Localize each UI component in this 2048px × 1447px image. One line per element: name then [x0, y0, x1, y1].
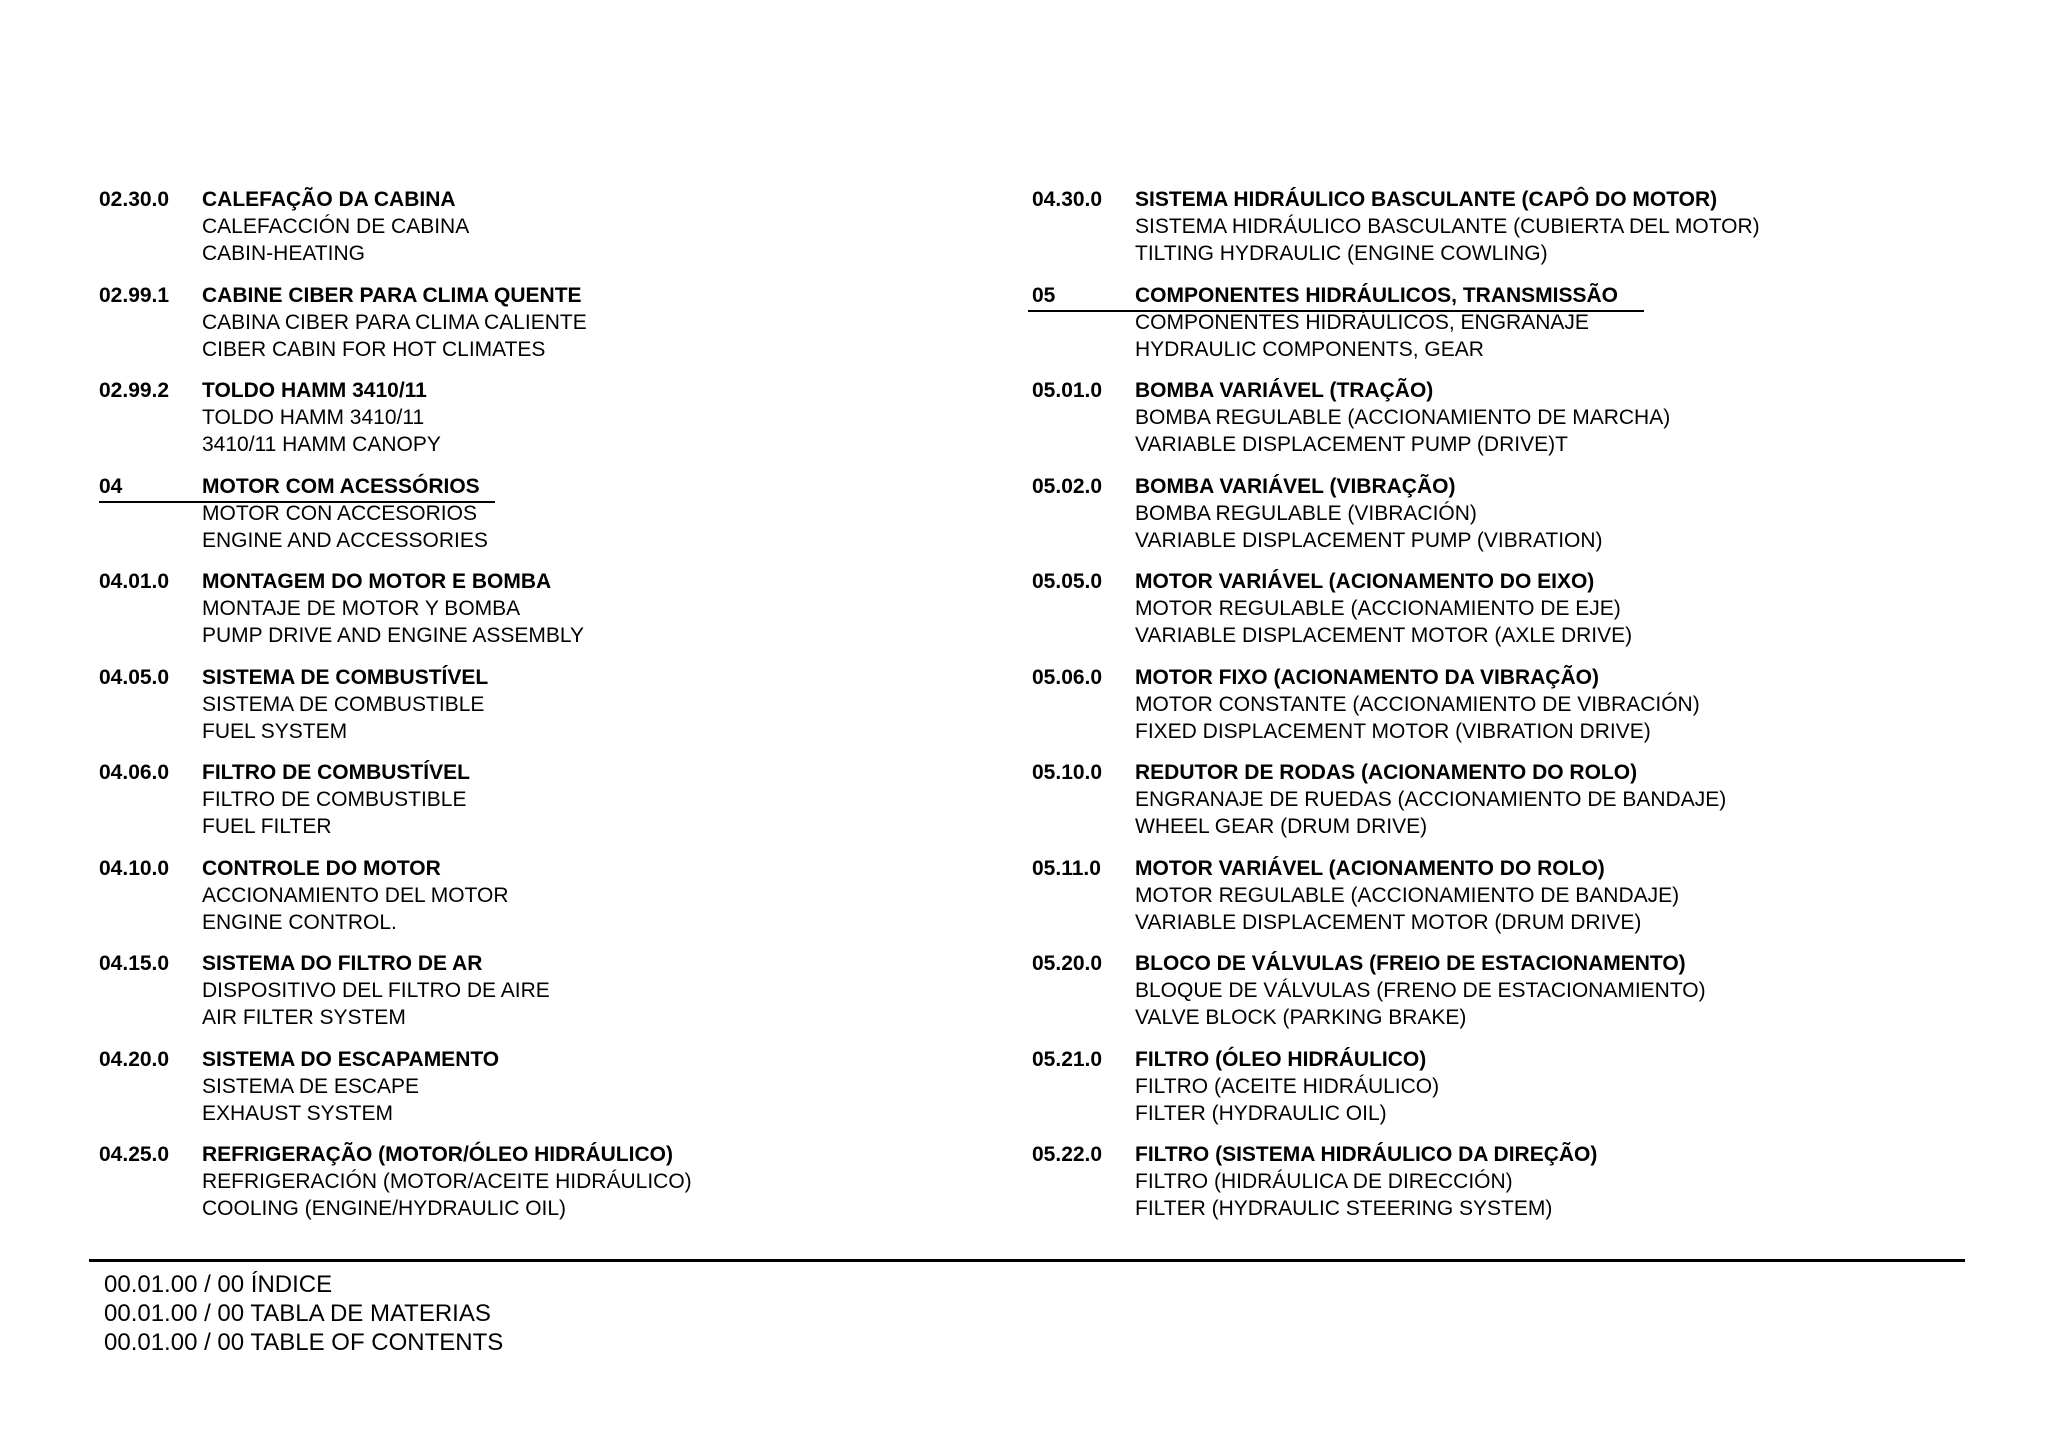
- toc-code: 04.30.0: [1032, 188, 1103, 211]
- toc-entry: [99, 855, 999, 951]
- toc-entry: [99, 1141, 999, 1237]
- toc-code: 05.05.0: [1032, 570, 1103, 593]
- page-footer: [104, 1270, 503, 1357]
- toc-titles: [1135, 568, 1632, 649]
- toc-section-entry: [99, 473, 999, 569]
- toc-titles: [1135, 186, 1760, 267]
- title-english: ENGINE AND ACCESSORIES: [202, 528, 488, 552]
- toc-code: 02.99.2: [99, 379, 170, 402]
- title-portuguese: REFRIGERAÇÃO (MOTOR/ÓLEO HIDRÁULICO): [202, 1143, 673, 1166]
- title-english: TILTING HYDRAULIC (ENGINE COWLING): [1135, 242, 1548, 265]
- toc-titles: [1135, 377, 1670, 458]
- toc-code: 02.30.0: [99, 188, 170, 211]
- toc-code: 04.15.0: [99, 952, 170, 975]
- toc-code: 04.01.0: [99, 570, 170, 593]
- title-spanish: MONTAJE DE MOTOR Y BOMBA: [202, 597, 521, 620]
- title-english: FUEL FILTER: [202, 815, 332, 838]
- title-spanish: DISPOSITIVO DEL FILTRO DE AIRE: [202, 979, 550, 1002]
- toc-entry: [1032, 855, 1992, 951]
- title-portuguese: CONTROLE DO MOTOR: [202, 856, 441, 880]
- title-spanish: MOTOR REGULABLE (ACCIONAMIENTO DE BANDAJE): [1135, 883, 1680, 907]
- toc-code: 05.10.0: [1032, 761, 1103, 784]
- footer-divider: [89, 1259, 1965, 1262]
- title-portuguese: MOTOR COM ACESSÓRIOS: [202, 474, 480, 498]
- toc-titles: [1135, 473, 1603, 554]
- title-portuguese: SISTEMA DE COMBUSTÍVEL: [202, 665, 489, 689]
- toc-titles: [202, 950, 550, 1031]
- title-portuguese: BOMBA VARIÁVEL (TRAÇÃO): [1135, 379, 1434, 402]
- toc-code: 05.20.0: [1032, 952, 1103, 975]
- title-spanish: BLOQUE DE VÁLVULAS (FRENO DE ESTACIONAMIENTO): [1135, 979, 1706, 1002]
- toc-code: 04.06.0: [99, 761, 170, 784]
- title-portuguese: CALEFAÇÃO DA CABINA: [202, 188, 456, 211]
- title-spanish: MOTOR REGULABLE (ACCIONAMIENTO DE EJE): [1135, 597, 1621, 620]
- toc-code: 05.02.0: [1032, 474, 1103, 498]
- toc-titles: [1135, 282, 1618, 363]
- title-spanish: ENGRANAJE DE RUEDAS (ACCIONAMIENTO DE BANDAJE): [1135, 788, 1727, 811]
- toc-entry: [1032, 473, 1992, 569]
- title-spanish: TOLDO HAMM 3410/11: [202, 406, 425, 429]
- toc-entry: [99, 759, 999, 855]
- title-portuguese: SISTEMA DO FILTRO DE AR: [202, 952, 483, 975]
- title-english: EXHAUST SYSTEM: [202, 1101, 393, 1125]
- toc-entry: [99, 568, 999, 664]
- title-english: FILTER (HYDRAULIC OIL): [1135, 1101, 1387, 1125]
- toc-code: 02.99.1: [99, 283, 170, 307]
- toc-entry: [99, 1046, 999, 1142]
- toc-titles: [202, 473, 488, 554]
- toc-code: 05.01.0: [1032, 379, 1103, 402]
- title-english: COOLING (ENGINE/HYDRAULIC OIL): [202, 1197, 567, 1220]
- toc-entry: [1032, 1046, 1992, 1142]
- toc-titles: [202, 186, 469, 267]
- toc-entry: [99, 950, 999, 1046]
- toc-entry: [99, 282, 999, 378]
- title-spanish: FILTRO DE COMBUSTIBLE: [202, 788, 467, 811]
- toc-code: 05: [1032, 283, 1056, 307]
- right-column: [1032, 186, 1992, 1237]
- toc-entry: [1032, 186, 1992, 282]
- title-portuguese: FILTRO (SISTEMA HIDRÁULICO DA DIREÇÃO): [1135, 1143, 1598, 1166]
- title-spanish: MOTOR CON ACCESORIOS: [202, 501, 477, 525]
- title-spanish: COMPONENTES HIDRÁULICOS, ENGRANAJE: [1135, 310, 1589, 334]
- title-spanish: BOMBA REGULABLE (VIBRACIÓN): [1135, 501, 1477, 525]
- toc-titles: [1135, 1141, 1597, 1222]
- toc-titles: [1135, 950, 1706, 1031]
- title-english: HYDRAULIC COMPONENTS, GEAR: [1135, 337, 1484, 361]
- title-portuguese: MOTOR VARIÁVEL (ACIONAMENTO DO EIXO): [1135, 570, 1595, 593]
- title-english: CABIN-HEATING: [202, 242, 365, 265]
- toc-titles: [202, 1141, 692, 1222]
- title-english: 3410/11 HAMM CANOPY: [202, 433, 441, 456]
- title-english: FUEL SYSTEM: [202, 719, 348, 743]
- title-portuguese: BLOCO DE VÁLVULAS (FREIO DE ESTACIONAMENTO): [1135, 952, 1686, 975]
- left-column: [99, 186, 999, 1237]
- title-portuguese: TOLDO HAMM 3410/11: [202, 379, 427, 402]
- title-spanish: SISTEMA HIDRÁULICO BASCULANTE (CUBIERTA DEL MOTOR): [1135, 215, 1760, 238]
- title-portuguese: SISTEMA DO ESCAPAMENTO: [202, 1047, 500, 1071]
- footer-title-en: 00.01.00 / 00 TABLE OF CONTENTS: [104, 1329, 504, 1356]
- title-english: VALVE BLOCK (PARKING BRAKE): [1135, 1006, 1467, 1029]
- toc-titles: [202, 759, 470, 840]
- title-english: VARIABLE DISPLACEMENT PUMP (VIBRATION): [1135, 528, 1603, 552]
- title-english: WHEEL GEAR (DRUM DRIVE): [1135, 815, 1428, 838]
- toc-titles: [202, 282, 587, 363]
- title-english: FIXED DISPLACEMENT MOTOR (VIBRATION DRIVE): [1135, 719, 1651, 743]
- title-spanish: SISTEMA DE COMBUSTIBLE: [202, 692, 485, 716]
- toc-titles: [202, 377, 441, 458]
- title-portuguese: MOTOR VARIÁVEL (ACIONAMENTO DO ROLO): [1135, 856, 1605, 880]
- title-portuguese: REDUTOR DE RODAS (ACIONAMENTO DO ROLO): [1135, 761, 1638, 784]
- title-spanish: REFRIGERACIÓN (MOTOR/ACEITE HIDRÁULICO): [202, 1170, 692, 1193]
- toc-code: 05.11.0: [1032, 856, 1101, 880]
- toc-entry: [99, 377, 999, 473]
- title-portuguese: SISTEMA HIDRÁULICO BASCULANTE (CAPÔ DO MOTOR): [1135, 188, 1718, 211]
- footer-title-pt: 00.01.00 / 00 ÍNDICE: [104, 1271, 333, 1298]
- toc-titles: [202, 1046, 499, 1127]
- toc-code: 05.21.0: [1032, 1047, 1103, 1071]
- title-spanish: CABINA CIBER PARA CLIMA CALIENTE: [202, 310, 587, 334]
- title-english: VARIABLE DISPLACEMENT PUMP (DRIVE)T: [1135, 433, 1568, 456]
- toc-entry: [1032, 377, 1992, 473]
- title-portuguese: BOMBA VARIÁVEL (VIBRAÇÃO): [1135, 474, 1456, 498]
- toc-code: 04.05.0: [99, 665, 170, 689]
- toc-code: 05.22.0: [1032, 1143, 1103, 1166]
- title-portuguese: FILTRO DE COMBUSTÍVEL: [202, 761, 470, 784]
- title-portuguese: MOTOR FIXO (ACIONAMENTO DA VIBRAÇÃO): [1135, 665, 1599, 689]
- title-spanish: FILTRO (ACEITE HIDRÁULICO): [1135, 1074, 1440, 1098]
- title-english: VARIABLE DISPLACEMENT MOTOR (AXLE DRIVE): [1135, 624, 1633, 647]
- toc-titles: [1135, 759, 1726, 840]
- title-spanish: ACCIONAMIENTO DEL MOTOR: [202, 883, 509, 907]
- toc-titles: [1135, 855, 1679, 936]
- toc-titles: [1135, 664, 1700, 745]
- toc-entry: [99, 664, 999, 760]
- title-english: VARIABLE DISPLACEMENT MOTOR (DRUM DRIVE): [1135, 910, 1642, 934]
- toc-code: 04.20.0: [99, 1047, 170, 1071]
- toc-titles: [202, 664, 488, 745]
- title-spanish: MOTOR CONSTANTE (ACCIONAMIENTO DE VIBRACIÓN): [1135, 692, 1700, 716]
- toc-titles: [202, 568, 584, 649]
- title-english: AIR FILTER SYSTEM: [202, 1006, 406, 1029]
- title-english: PUMP DRIVE AND ENGINE ASSEMBLY: [202, 624, 584, 647]
- title-portuguese: MONTAGEM DO MOTOR E BOMBA: [202, 570, 552, 593]
- title-portuguese: COMPONENTES HIDRÁULICOS, TRANSMISSÃO: [1135, 283, 1619, 307]
- toc-entry: [1032, 759, 1992, 855]
- toc-titles: [202, 855, 508, 936]
- toc-code: 05.06.0: [1032, 665, 1103, 689]
- title-portuguese: FILTRO (ÓLEO HIDRÁULICO): [1135, 1047, 1427, 1071]
- title-portuguese: CABINE CIBER PARA CLIMA QUENTE: [202, 283, 582, 307]
- toc-entry: [99, 186, 999, 282]
- toc-entry: [1032, 950, 1992, 1046]
- toc-entry: [1032, 1141, 1992, 1237]
- title-english: CIBER CABIN FOR HOT CLIMATES: [202, 337, 546, 361]
- title-spanish: CALEFACCIÓN DE CABINA: [202, 215, 470, 238]
- title-english: FILTER (HYDRAULIC STEERING SYSTEM): [1135, 1197, 1553, 1220]
- title-english: ENGINE CONTROL.: [202, 910, 397, 934]
- title-spanish: BOMBA REGULABLE (ACCIONAMIENTO DE MARCHA): [1135, 406, 1671, 429]
- toc-code: 04: [99, 474, 123, 498]
- toc-entry: [1032, 664, 1992, 760]
- toc-code: 04.25.0: [99, 1143, 170, 1166]
- title-spanish: SISTEMA DE ESCAPE: [202, 1074, 420, 1098]
- toc-entry: [1032, 568, 1992, 664]
- toc-code: 04.10.0: [99, 856, 170, 880]
- toc-titles: [1135, 1046, 1439, 1127]
- toc-section-entry: [1032, 282, 1992, 378]
- footer-title-es: 00.01.00 / 00 TABLA DE MATERIAS: [104, 1300, 491, 1327]
- title-spanish: FILTRO (HIDRÁULICA DE DIRECCIÓN): [1135, 1170, 1513, 1193]
